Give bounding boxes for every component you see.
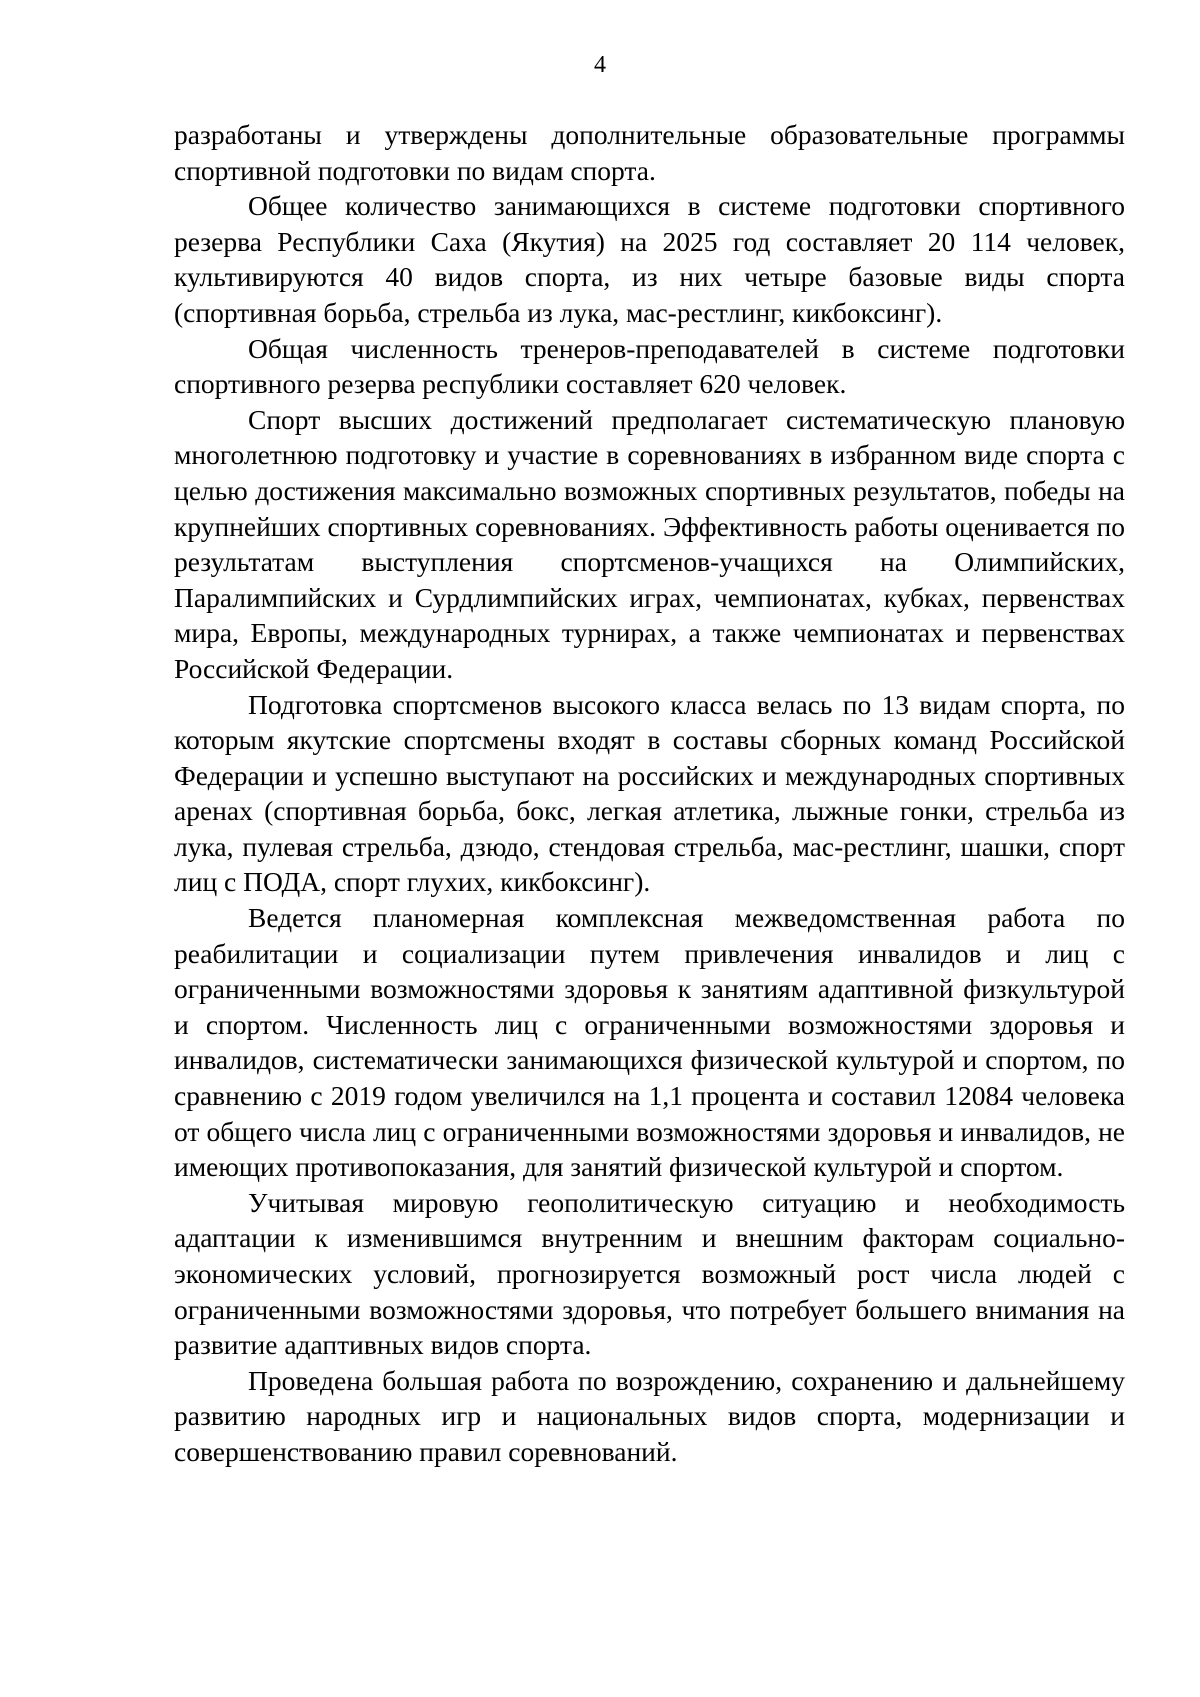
paragraph-national-games: Проведена большая работа по возрождению, сохранению и дальнейшему развитию народных игр и национальных видов спорта, модернизации и совершенствованию правил соревнований. [174, 1364, 1125, 1467]
paragraph-high-class-athletes: Подготовка спортсменов высокого класса велась по 13 видам спорта, по которым якутские спортсмены входят в составы сборных команд Российской Федерации и успешно выступают на российских и международных спортивных аренах (спортивная борьба, бокс, легкая атлетика, лыжные гонки, стрельба из лука, пулевая стрельба, дзюдо, стендовая стрельба, мас-рестлинг, шашки, спорт лиц с ПОДА, спорт глухих, кикбоксинг). [174, 688, 1125, 898]
document-body [174, 117, 1125, 1470]
paragraph-sports-reserve-count: Общее количество занимающихся в системе подготовки спортивного резерва Республики Саха (Якутия) на 2025 год составляет 20 114 человек, культивируются 40 видов спорта, из них четыре базовые виды спорта (спортивная борьба, стрельба из лука, мас-рестлинг, кикбоксинг). [174, 190, 1125, 328]
page-number: 4 [594, 52, 606, 78]
paragraph-elite-sport: Спорт высших достижений предполагает систематическую плановую многолетнюю подготовку и участие в соревнованиях в избранном виде спорта с целью достижения максимально возможных спортивных результатов, победы на крупнейших спортивных соревнованиях. Эффективность работы оценивается по результатам выступления спортсменов-учащихся на Олимпийских, Паралимпийских и Сурдлимпийских играх, чемпионатах, кубках, первенствах мира, Европы, международных турнирах, а также чемпионатах и первенствах Российской Федерации. [174, 403, 1125, 684]
paragraph-adaptive-sport: Ведется планомерная комплексная межведомственная работа по реабилитации и социализации путем привлечения инвалидов и лиц с ограниченными возможностями здоровья к занятиям адаптивной физкультурой и спортом. Численность лиц с ограниченными возможностями здоровья и инвалидов, систематически занимающихся физической культурой и спортом, по сравнению с 2019 годом увеличился на 1,1 процента и составил 12084 человека от общего числа лиц с ограниченными возможностями здоровья и инвалидов, не имеющих противопоказания, для занятий физической культурой и спортом. [174, 902, 1125, 1183]
paragraph-continuation: разработаны и утверждены дополнительные образовательные программы спортивной подготовки по видам спорта. [174, 119, 1125, 186]
paragraph-coaches-count: Общая численность тренеров-преподавателей в системе подготовки спортивного резерва республики составляет 620 человек. [174, 332, 1125, 400]
paragraph-geopolitical-situation: Учитывая мировую геополитическую ситуацию и необходимость адаптации к изменившимся внутренним и внешним факторам социально-экономических условий, прогнозируется возможный рост числа людей с ограниченными возможностями здоровья, что потребует большего внимания на развитие адаптивных видов спорта. [174, 1186, 1125, 1361]
